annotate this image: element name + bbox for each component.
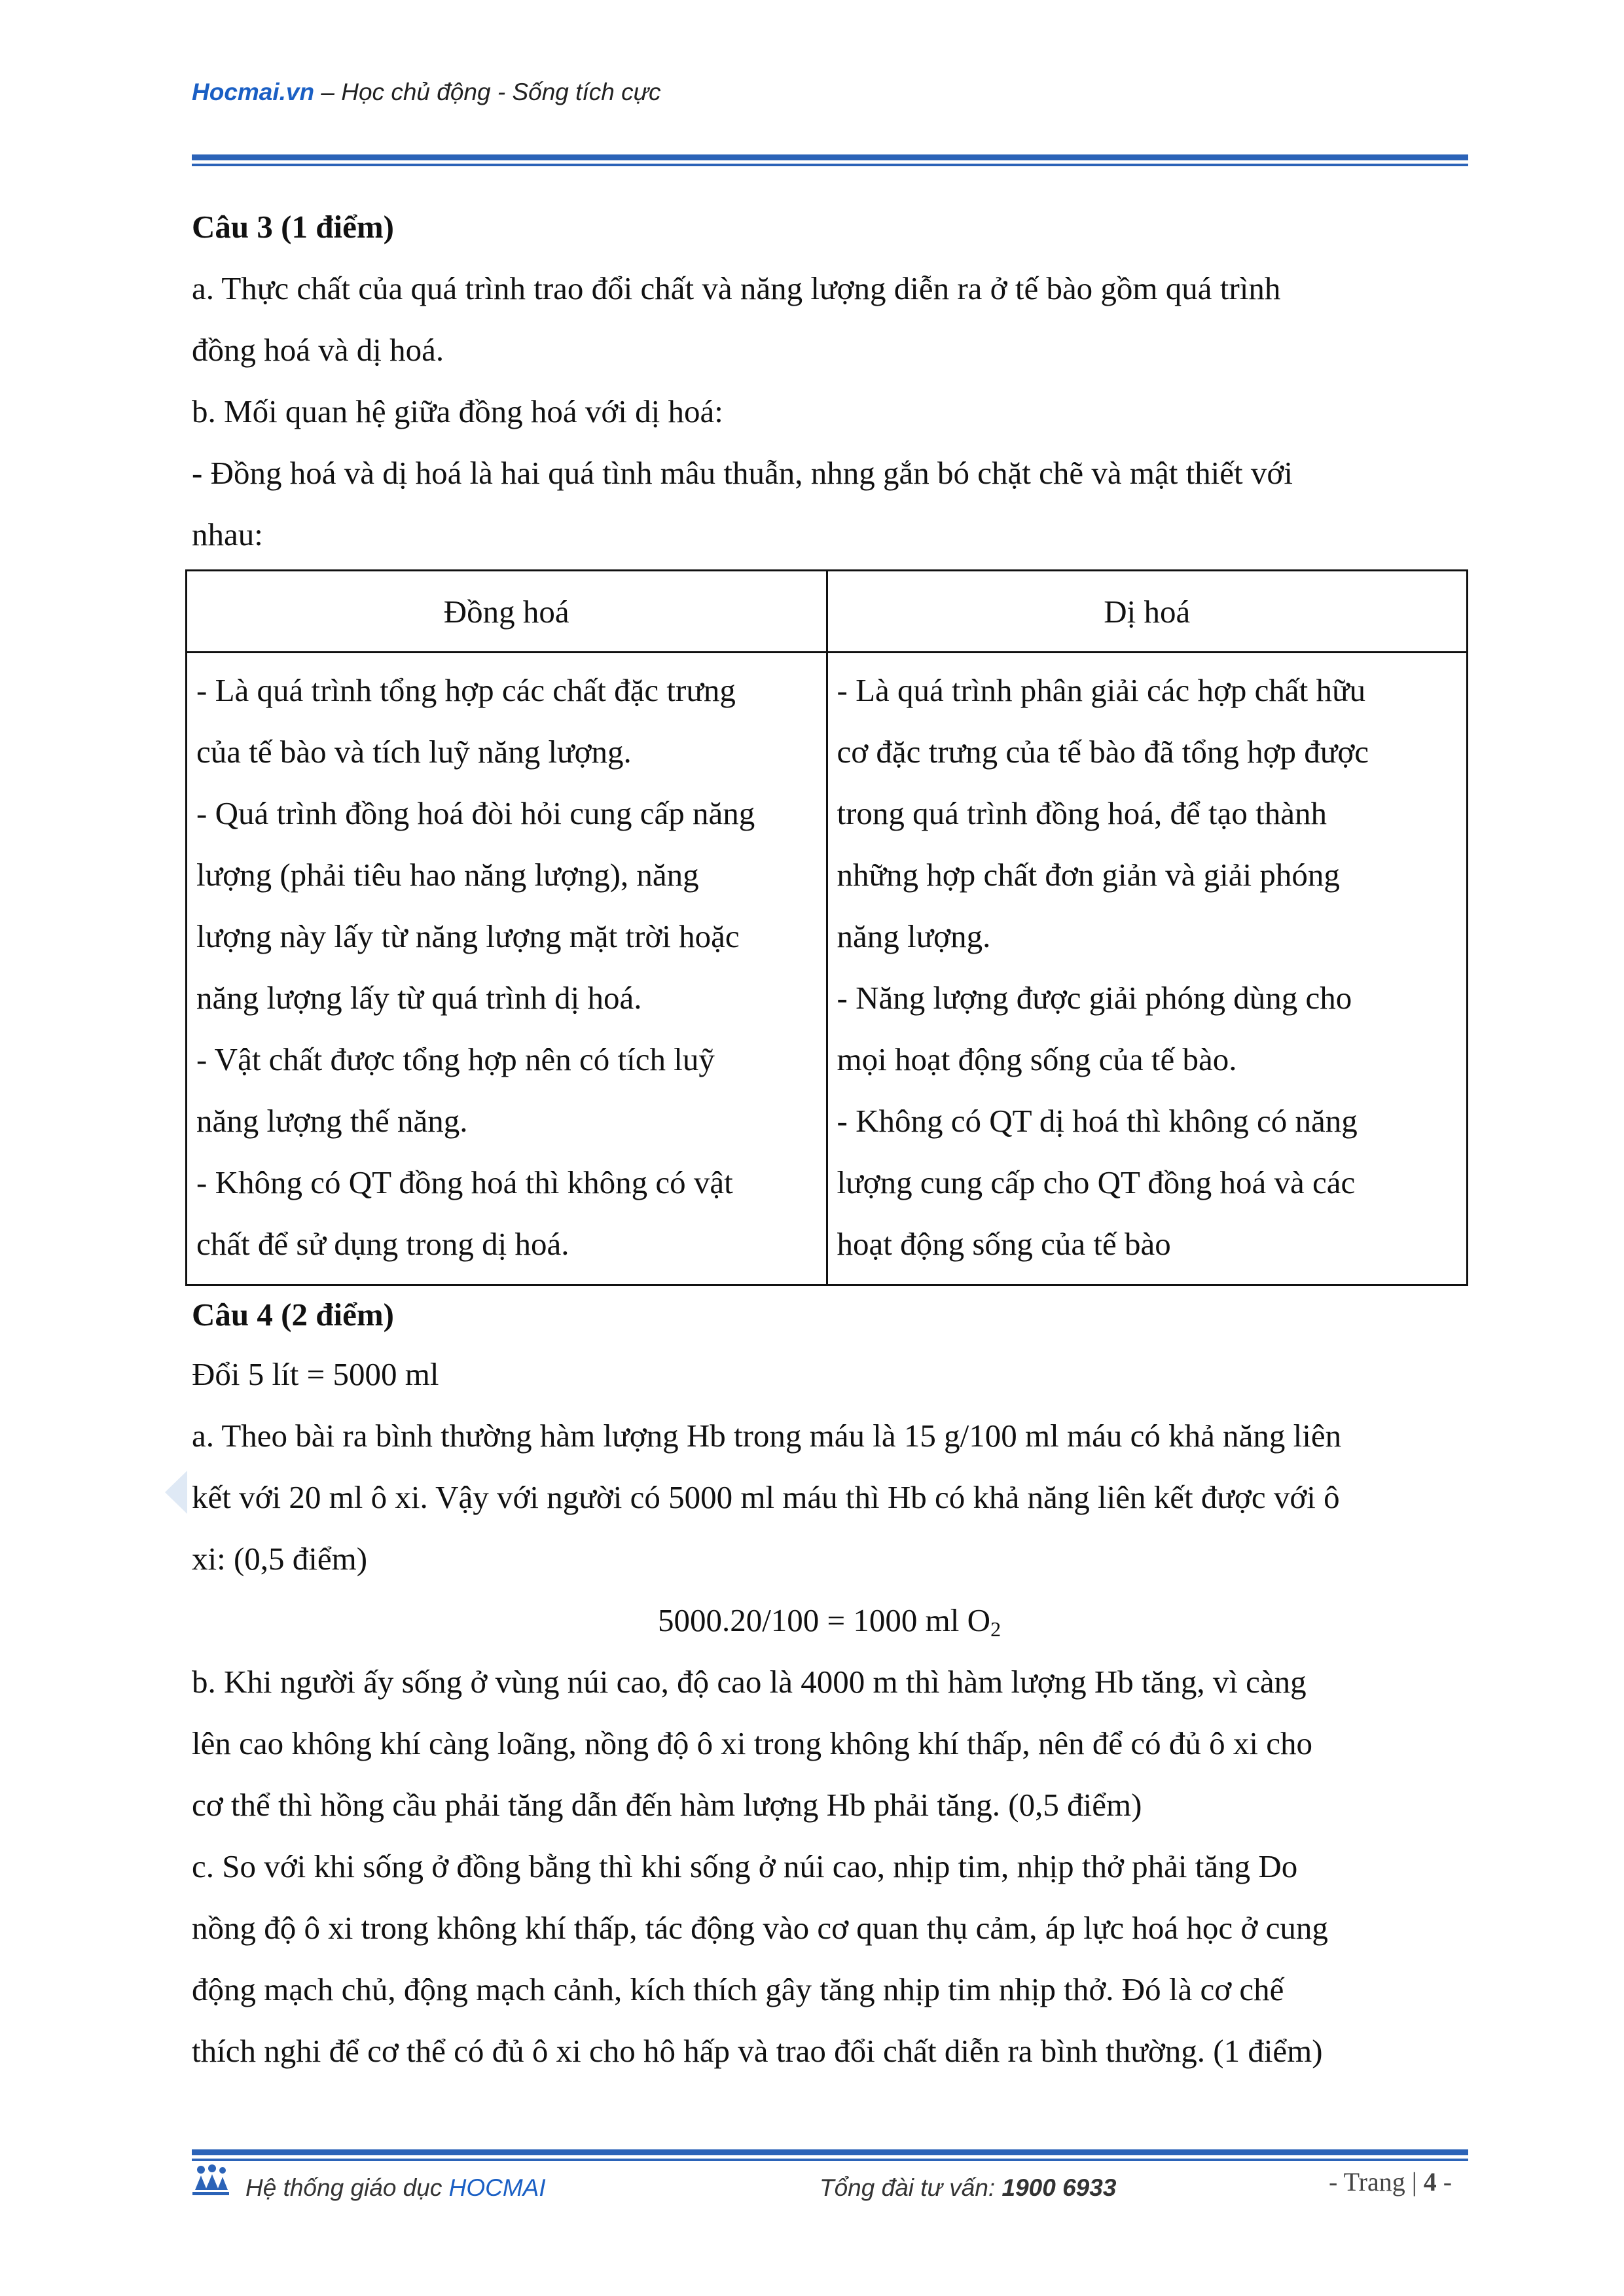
table-line: - Là quá trình tổng hợp các chất đặc trưng [196,672,736,708]
footer-rule-thin [192,2159,1468,2161]
table-line: trong quá trình đồng hoá, để tạo thành [837,795,1327,831]
table-line: năng lượng. [837,918,991,954]
cau4-b-line1: b. Khi người ấy sống ở vùng núi cao, độ cao là 4000 m thì hàm lượng Hb tăng, vì càng [192,1664,1307,1700]
table-line: của tế bào và tích luỹ năng lượng. [196,734,632,770]
page-number-value: 4 [1423,2167,1437,2197]
table-line: - Không có QT dị hoá thì không có năng [837,1103,1358,1139]
formula-text: 5000.20/100 = 1000 ml O [657,1602,991,1638]
cau4-b-line3: cơ thể thì hồng cầu phải tăng dẫn đến hàm lượng Hb phải tăng. (0,5 điểm) [192,1787,1142,1823]
cau3-a-line2: đồng hoá và dị hoá. [192,332,444,368]
header-brand: Hocmai.vn [192,79,315,105]
table-line: lượng (phải tiêu hao năng lượng), năng [196,857,699,893]
table-header-di-hoa: Dị hoá [827,571,1468,653]
footer-system [245,2174,546,2202]
cau4-a-line2: kết với 20 ml ô xi. Vậy với người có 5000 ml máu thì Hb có khả năng liên kết được với ô [192,1479,1340,1515]
footer-hotline-label: Tổng đài tư vấn: [820,2174,1002,2201]
table-line: hoạt động sống của tế bào [837,1226,1171,1262]
page-prefix: - Trang | [1329,2167,1424,2197]
table-line: - Quá trình đồng hoá đòi hỏi cung cấp năng [196,795,755,831]
table-line: năng lượng thế năng. [196,1103,468,1139]
header-slogan: – Học chủ động - Sống tích cực [314,79,661,105]
table-row [187,653,1468,1285]
cau4-title: Câu 4 (2 điểm) [192,1297,394,1333]
table-line: cơ đặc trưng của tế bào đã tổng hợp được [837,734,1369,770]
table-line: - Năng lượng được giải phóng dùng cho [837,980,1352,1016]
cau4-a-line1: a. Theo bài ra bình thường hàm lượng Hb trong máu là 15 g/100 ml máu có khả năng liên [192,1418,1342,1454]
cau4-c-line4: thích nghi để cơ thể có đủ ô xi cho hô hấp và trao đổi chất diễn ra bình thường. (1 điểm) [192,2033,1323,2069]
cau3-b-dash-line2: nhau: [192,516,263,552]
cau4-b-line2: lên cao không khí càng loãng, nồng độ ô xi trong không khí thấp, nên để có đủ ô xi cho [192,1725,1312,1761]
footer-hotline-number: 1900 6933 [1001,2174,1117,2201]
cau4-a-line3: xi: (0,5 điểm) [192,1541,368,1577]
table-cell-di-hoa [827,653,1468,1285]
footer-hotline [820,2174,1116,2202]
table-line: năng lượng lấy từ quá trình dị hoá. [196,980,642,1016]
cau4-c-line3: động mạch chủ, động mạch cảnh, kích thích gây tăng nhịp tim nhịp thở. Đó là cơ chế [192,1971,1284,2007]
header-rule-thick [192,154,1468,160]
cau3-title: Câu 3 (1 điểm) [192,209,394,245]
hocmai-logo-icon [191,2164,230,2198]
cau4-formula [192,1590,1467,1651]
main-content [192,196,1467,2082]
cau4-c-line2: nồng độ ô xi trong không khí thấp, tác động vào cơ quan thụ cảm, áp lực hoá học ở cung [192,1910,1328,1946]
side-arrow-icon [162,1469,189,1515]
footer-rule-thick [192,2149,1468,2155]
table-line: - Là quá trình phân giải các hợp chất hữu [837,672,1366,708]
formula-subscript: 2 [990,1617,1001,1641]
table-line: những hợp chất đơn giản và giải phóng [837,857,1340,893]
cau3-b: b. Mối quan hệ giữa đồng hoá với dị hoá: [192,393,723,429]
cau4-c-line1: c. So với khi sống ở đồng bằng thì khi sống ở núi cao, nhịp tim, nhịp thở phải tăng Do [192,1848,1298,1884]
cau4-convert: Đổi 5 lít = 5000 ml [192,1356,439,1392]
page-number [1329,2166,1452,2197]
table-header-row [187,571,1468,653]
table-cell-dong-hoa [187,653,827,1285]
table-line: lượng này lấy từ năng lượng mặt trời hoặc [196,918,740,954]
header-title [192,79,661,106]
table-line: - Vật chất được tổng hợp nên có tích luỹ [196,1041,715,1077]
table-line: chất để sử dụng trong dị hoá. [196,1226,569,1262]
table-line: - Không có QT đồng hoá thì không có vật [196,1164,733,1200]
comparison-table [185,569,1468,1286]
page-suffix: - [1436,2167,1453,2197]
footer-system-label: Hệ thống giáo dục [245,2174,449,2201]
footer-system-brand: HOCMAI [448,2174,546,2201]
table-line: mọi hoạt động sống của tế bào. [837,1041,1237,1077]
cau3-b-dash-line1: - Đồng hoá và dị hoá là hai quá tình mâu thuẫn, nhng gắn bó chặt chẽ và mật thiết với [192,455,1293,491]
table-header-dong-hoa: Đồng hoá [187,571,827,653]
cau3-a-line1: a. Thực chất của quá trình trao đổi chất và năng lượng diễn ra ở tế bào gồm quá trình [192,270,1281,306]
table-line: lượng cung cấp cho QT đồng hoá và các [837,1164,1356,1200]
header-rule-thin [192,164,1468,166]
